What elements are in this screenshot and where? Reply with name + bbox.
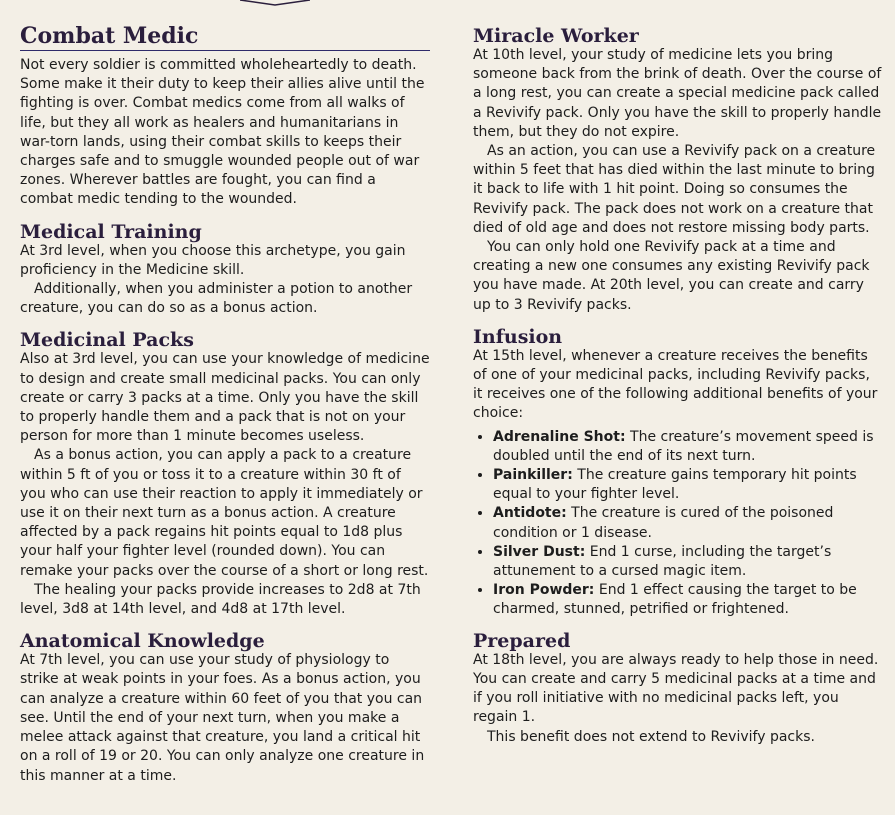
title-rule [20,50,430,51]
paragraph: At 18th level, you are always ready to help those in need. You can create and carry 5 medicinal packs at a time and if you roll initiative with no medicinal packs left, you regain 1. [473,651,879,726]
list-item [493,543,883,581]
section-title: Infusion [473,325,563,348]
section-title: Anatomical Knowledge [20,630,265,653]
list-item [493,581,883,619]
section-miracle-worker [473,27,883,315]
section-title: Prepared [473,629,571,652]
paragraph: The healing your packs provide increases to 2d8 at 7th level, 3d8 at 14th level, and 4d8 at 17th level. [20,581,421,618]
benefit-name: Antidote: [493,505,567,522]
benefit-text: The creature’s movement speed is doubled until the end of its next turn. [493,428,874,464]
benefit-name: Silver Dust: [493,543,586,560]
benefit-text: End 1 curse, including the target’s attunement to a cursed magic item. [493,543,832,580]
section-medicinal-packs [20,331,430,619]
paragraph: Also at 3rd level, you can use your knowledge of medicine to design and create small medicinal packs. You can only create or carry 3 packs at a time. Only you have the skill to properly handle them and a pack that is not on your person for more than 1 minute becomes useless. [20,351,430,445]
right-column [473,0,883,747]
list-item [493,504,883,542]
benefit-text: End 1 effect causing the target to be charmed, stunned, petrified or frightened. [493,582,857,618]
benefit-name: Iron Powder: [493,582,595,599]
benefit-text: The creature is cured of the poisoned condition or 1 disease. [493,505,834,541]
section-title: Medical Training [20,220,202,243]
benefit-text: The creature gains temporary hit points equal to your fighter level. [493,467,857,503]
list-item [493,466,883,504]
benefit-list [473,428,883,620]
section-title: Medicinal Packs [20,329,194,352]
section-anatomical-knowledge [20,632,430,785]
paragraph: This benefit does not extend to Revivify packs. [487,728,815,745]
paragraph: As a bonus action, you can apply a pack to a creature within 5 ft of you or toss it to a creature within 30 ft of you who can use their reaction to apply it immediately or use it on their next turn as a bonus action. A creature affected by a pack regains hit points equal to 1d8 plus your half your fighter level (rounded down). You can remake your packs over the course of a short or long rest. [20,447,429,579]
benefit-name: Adrenaline Shot: [493,428,626,445]
benefit-name: Painkiller: [493,467,573,484]
section-medical-training [20,220,430,319]
paragraph: Additionally, when you administer a potion to another creature, you can do so as a bonus action. [20,281,413,317]
left-column [20,0,430,786]
section-infusion [473,325,883,620]
list-item [493,428,883,466]
paragraph: Not every soldier is committed wholeheartedly to death. Some make it their duty to keep their allies alive until the fighting is over. Combat medics come from all walks of life, but they all work as healers and humanitarians in war-torn lands, using their combat skills to keeps their charges safe and to smuggle wounded people out of war zones. Wherever battles are fought, you can find a combat medic tending to the wounded. [20,57,425,208]
section-title: Combat Medic [20,23,199,49]
paragraph: At 15th level, whenever a creature receives the benefits of one of your medicinal packs, including Revivify packs, it receives one of the following additional benefits of your choice: [473,347,878,422]
paragraph: At 7th level, you can use your study of physiology to strike at weak points in your foes. As a bonus action, you can analyze a creature within 60 feet of you that you can see. Until the end of your next turn, when you make a melee attack against that creature, you land a critical hit on a roll of 19 or 20. You can only analyze one creature in this manner at a time. [20,652,425,784]
paragraph: As an action, you can use a Revivify pack on a creature within 5 feet that has died within the last minute to bring it back to life with 1 hit point. Doing so consumes the Revivify pack. The pack does not work on a creature that died of old age and does not restore missing body parts. [473,143,876,236]
section-title: Miracle Worker [473,25,639,47]
paragraph: At 10th level, your study of medicine lets you bring someone back from the brink of death. Over the course of a long rest, you can create a special medicine pack called a Revivify pack. Only you have the skill to properly handle them, but they do not expire. [473,47,882,140]
section-prepared [473,629,883,747]
section-combat-medic [20,25,430,210]
paragraph: At 3rd level, when you choose this archetype, you gain proficiency in the Medicine skill. [20,242,406,278]
paragraph: You can only hold one Revivify pack at a time and creating a new one consumes any existing Revivify pack you have made. At 20th level, you can create and carry up to 3 Revivify packs. [473,239,870,313]
